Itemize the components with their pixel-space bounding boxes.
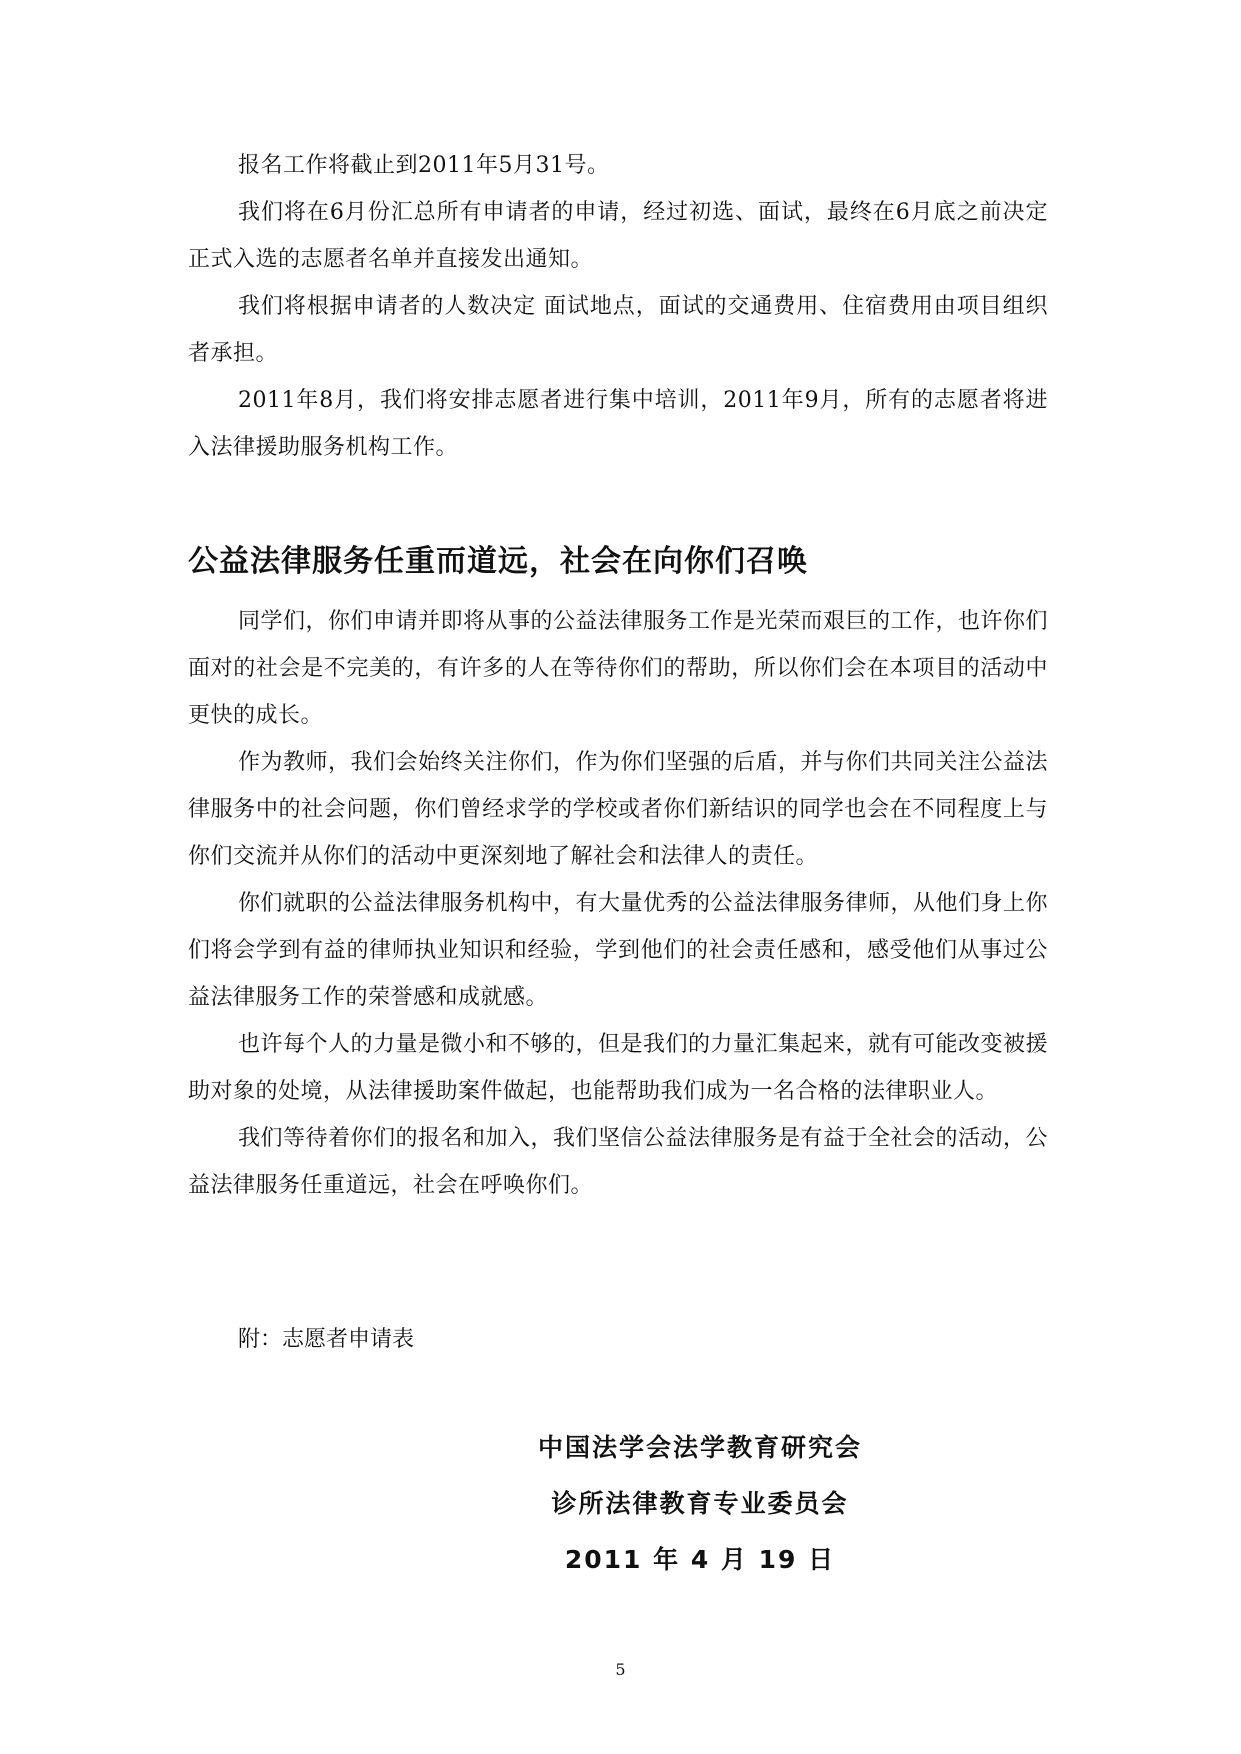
body-section [188,598,1048,1209]
body-paragraph: 也许每个人的力量是微小和不够的，但是我们的力量汇集起来，就有可能改变被援助对象的处境，从法律援助案件做起，也能帮助我们成为一名合格的法律职业人。 [188,1032,1049,1104]
signature-org-2: 诊所法律教育专业委员会 [551,1489,849,1518]
page-number: 5 [615,1660,626,1679]
intro-paragraph-selection: 我们将在6月份汇总所有申请者的申请，经过初选、面试，最终在6月底之前决定正式入选的志愿者名单并直接发出通知。 [188,200,1048,272]
intro-paragraph-training: 2011年8月，我们将安排志愿者进行集中培训，2011年9月，所有的志愿者将进入法律援助服务机构工作。 [188,388,1048,460]
body-paragraph: 你们就职的公益法律服务机构中，有大量优秀的公益法律服务律师，从他们身上你们将会学到有益的律师执业知识和经验，学到他们的社会责任感和，感受他们从事过公益法律服务工作的荣誉感和成就感。 [188,891,1049,1010]
signature-date: 2011 年 4 月 19 日 [564,1545,836,1574]
section-heading: 公益法律服务任重而道远，社会在向你们召唤 [188,544,808,579]
body-paragraph: 同学们，你们申请并即将从事的公益法律服务工作是光荣而艰巨的工作，也许你们面对的社会是不完美的，有许多的人在等待你们的帮助，所以你们会在本项目的活动中更快的成长。 [188,609,1049,728]
intro-paragraph-interview: 我们将根据申请者的人数决定 面试地点，面试的交通费用、住宿费用由项目组织者承担。 [188,294,1048,366]
signature-org-1: 中国法学会法学教育研究会 [537,1433,862,1462]
body-paragraph: 我们等待着你们的报名和加入，我们坚信公益法律服务是有益于全社会的活动，公益法律服务任重道远，社会在呼唤你们。 [188,1126,1049,1198]
signature-block [420,1420,980,1588]
body-paragraph: 作为教师，我们会始终关注你们，作为你们坚强的后盾，并与你们共同关注公益法律服务中的社会问题，你们曾经求学的学校或者你们新结识的同学也会在不同程度上与你们交流并从你们的活动中更深刻地了解社会和法律人的责任。 [188,750,1049,869]
attachment-note: 附：志愿者申请表 [238,1327,415,1352]
intro-paragraph-deadline: 报名工作将截止到2011年5月31号。 [238,153,610,178]
intro-section [188,142,1048,471]
